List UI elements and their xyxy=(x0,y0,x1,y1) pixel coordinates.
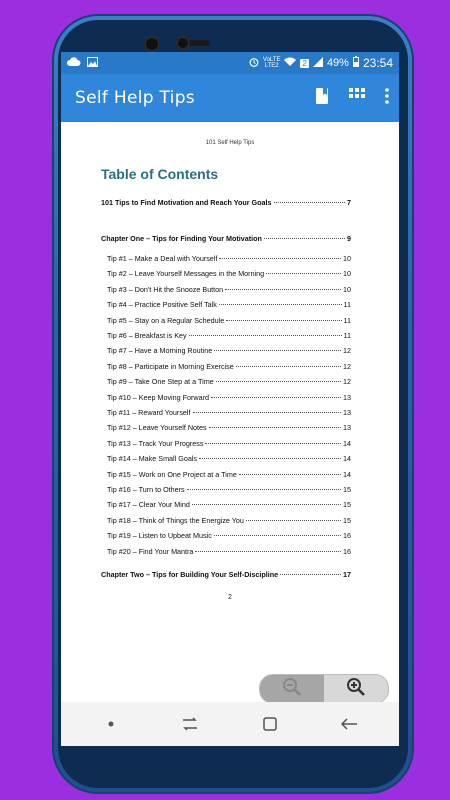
bookmark-icon[interactable] xyxy=(315,87,329,110)
grid-icon[interactable] xyxy=(349,88,365,109)
toc-entry-text: Chapter Two – Tips for Building Your Self-Discipline xyxy=(101,570,279,579)
toc-entry-page: 7 xyxy=(347,198,351,207)
toc-entry[interactable] xyxy=(107,500,351,509)
battery-icon xyxy=(353,56,359,70)
toc-entry-page: 13 xyxy=(343,392,351,402)
toc-entry-text: Tip #15 – Work on One Project at a Time xyxy=(107,469,237,479)
toc-entry-text: Tip #10 – Keep Moving Forward xyxy=(107,392,210,402)
navigation-bar xyxy=(61,702,399,746)
toc-entry-text: Tip #2 – Leave Yourself Messages in the Morning xyxy=(107,269,265,279)
toc-entry[interactable] xyxy=(107,285,351,294)
recents-icon[interactable] xyxy=(170,709,210,739)
toc-entry-text: Tip #7 – Have a Morning Routine xyxy=(107,346,213,356)
toc-leader-dots xyxy=(236,366,341,367)
signal-icon xyxy=(313,57,323,70)
toc-leader-dots xyxy=(189,335,342,336)
toc-entry-text: Tip #18 – Think of Things the Energize You xyxy=(107,515,244,525)
toc-entry-page: 12 xyxy=(343,361,351,371)
battery-percent: 49% xyxy=(326,57,349,69)
front-camera xyxy=(146,38,158,50)
toc-entry-page: 11 xyxy=(343,300,351,310)
toc-leader-dots xyxy=(195,551,341,552)
home-icon[interactable] xyxy=(250,709,290,739)
toc-entry-page: 10 xyxy=(343,284,351,294)
toc-entry-text: Tip #14 – Make Small Goals xyxy=(107,454,198,464)
toc-entry-text: Tip #4 – Practice Positive Self Talk xyxy=(107,300,217,310)
toc-entry-text: Tip #19 – Listen to Upbeat Music xyxy=(107,531,212,541)
toc-entry[interactable] xyxy=(107,531,351,540)
toc-entry-page: 11 xyxy=(343,315,351,325)
toc-entry-text: Tip #12 – Leave Yourself Notes xyxy=(107,423,207,433)
toc-entry-text: Tip #5 – Stay on a Regular Schedule xyxy=(107,315,225,325)
toc-leader-dots xyxy=(214,535,341,536)
toc-entry-text: 101 Tips to Find Motivation and Reach Your Goals xyxy=(101,198,272,207)
toc-title: Table of Contents xyxy=(101,166,219,182)
toc-entry[interactable] xyxy=(107,269,351,278)
more-vert-icon[interactable] xyxy=(385,88,389,109)
zoom-in-icon xyxy=(346,677,366,702)
toc-entry[interactable] xyxy=(107,470,351,479)
toc-entry-text: Chapter One – Tips for Finding Your Motivation xyxy=(101,234,262,243)
toc-entry-text: Tip #8 – Participate in Morning Exercise xyxy=(107,361,234,371)
zoom-out-icon xyxy=(282,677,302,702)
toc-entry[interactable] xyxy=(107,485,351,494)
toc-entry[interactable] xyxy=(107,516,351,525)
toc-entry[interactable] xyxy=(107,331,351,340)
wifi-icon xyxy=(284,57,296,70)
toc-leader-dots xyxy=(192,504,341,505)
zoom-out-button[interactable] xyxy=(260,675,324,703)
document-page xyxy=(61,122,399,702)
cloud-icon xyxy=(67,57,81,70)
toc-entry[interactable] xyxy=(101,234,351,243)
toc-entry[interactable] xyxy=(101,198,351,207)
toc-entry-page: 13 xyxy=(343,423,351,433)
page-number: 2 xyxy=(228,594,232,601)
volte-label: VoLTE LTE2 xyxy=(262,57,281,69)
toc-entry-page: 10 xyxy=(343,254,351,263)
toc-entry-page: 15 xyxy=(343,485,351,494)
toc-entry-text: Tip #11 – Reward Yourself xyxy=(107,408,191,417)
toc-entry[interactable] xyxy=(107,346,351,355)
toc-entry[interactable] xyxy=(107,547,351,556)
document-viewer[interactable] xyxy=(61,122,399,702)
toc-entry[interactable] xyxy=(107,423,351,432)
toc-entry-text: Tip #1 – Make a Deal with Yourself xyxy=(107,254,218,263)
toc-entry[interactable] xyxy=(107,454,351,463)
toc-entry-page: 9 xyxy=(347,234,351,243)
toc-entry-page: 12 xyxy=(343,377,351,387)
toc-leader-dots xyxy=(209,427,341,428)
toc-leader-dots xyxy=(226,320,341,321)
toc-entry[interactable] xyxy=(107,393,351,402)
toc-entry-page: 17 xyxy=(343,570,351,579)
toc-entry-page: 16 xyxy=(343,546,351,556)
toc-entry[interactable] xyxy=(107,316,351,325)
page-header: 101 Self Help Tips xyxy=(205,140,255,146)
toc-entry-page: 12 xyxy=(343,346,351,356)
toc-entry[interactable] xyxy=(107,377,351,386)
toc-entry-text: Tip #13 – Track Your Progress xyxy=(107,438,204,448)
screen xyxy=(61,52,399,746)
toc-entry-text: Tip #17 – Clear Your Mind xyxy=(107,500,190,510)
toc-leader-dots xyxy=(239,474,341,475)
toc-entry[interactable] xyxy=(107,300,351,309)
toc-leader-dots xyxy=(266,273,341,274)
toc-entry-page: 14 xyxy=(343,454,351,464)
image-icon xyxy=(87,57,98,70)
dot-icon[interactable] xyxy=(91,709,131,739)
toc-entry-page: 13 xyxy=(343,408,351,417)
sensor xyxy=(178,38,188,48)
zoom-control xyxy=(259,674,389,704)
back-icon[interactable] xyxy=(329,709,369,739)
toc-entry-text: Tip #16 – Turn to Others xyxy=(107,485,185,494)
toc-leader-dots xyxy=(187,489,341,490)
toc-entry-text: Tip #3 – Don't Hit the Snooze Button xyxy=(107,284,224,294)
app-title: Self Help Tips xyxy=(75,88,195,108)
toc-leader-dots xyxy=(280,574,341,575)
toc-entry-text: Tip #6 – Breakfast is Key xyxy=(107,331,187,340)
app-bar xyxy=(61,74,399,122)
toc-entry[interactable] xyxy=(107,439,351,448)
toc-entry-page: 16 xyxy=(343,531,351,541)
toc-entry-text: Tip #20 – Find Your Mantra xyxy=(107,546,194,556)
toc-entry-page: 15 xyxy=(343,515,351,525)
toc-entry[interactable] xyxy=(107,362,351,371)
toc-entry-page: 10 xyxy=(343,269,351,279)
toc-leader-dots xyxy=(211,397,341,398)
toc-leader-dots xyxy=(264,238,345,239)
toc-leader-dots xyxy=(219,258,341,259)
toc-leader-dots xyxy=(216,381,341,382)
toc-leader-dots xyxy=(205,443,341,444)
toc-entry-text: Tip #9 – Take One Step at a Time xyxy=(107,377,214,387)
zoom-in-button[interactable] xyxy=(324,675,388,703)
toc-entry[interactable] xyxy=(101,570,351,579)
toc-entry-page: 14 xyxy=(343,469,351,479)
toc-leader-dots xyxy=(246,520,341,521)
toc-entry[interactable] xyxy=(107,254,351,263)
clock: 23:54 xyxy=(362,56,393,70)
toc-leader-dots xyxy=(214,350,341,351)
toc-entry-page: 15 xyxy=(343,500,351,510)
toc-entry-page: 14 xyxy=(343,438,351,448)
toc-entry[interactable] xyxy=(107,408,351,417)
toc-leader-dots xyxy=(274,202,345,203)
toc-leader-dots xyxy=(219,304,342,305)
sim-badge: 2 xyxy=(302,58,307,68)
toc-leader-dots xyxy=(193,412,341,413)
toc-entry-page: 11 xyxy=(343,331,351,340)
toc-leader-dots xyxy=(199,458,341,459)
status-bar xyxy=(61,52,399,74)
toc-leader-dots xyxy=(225,289,341,290)
alarm-icon xyxy=(249,57,259,70)
